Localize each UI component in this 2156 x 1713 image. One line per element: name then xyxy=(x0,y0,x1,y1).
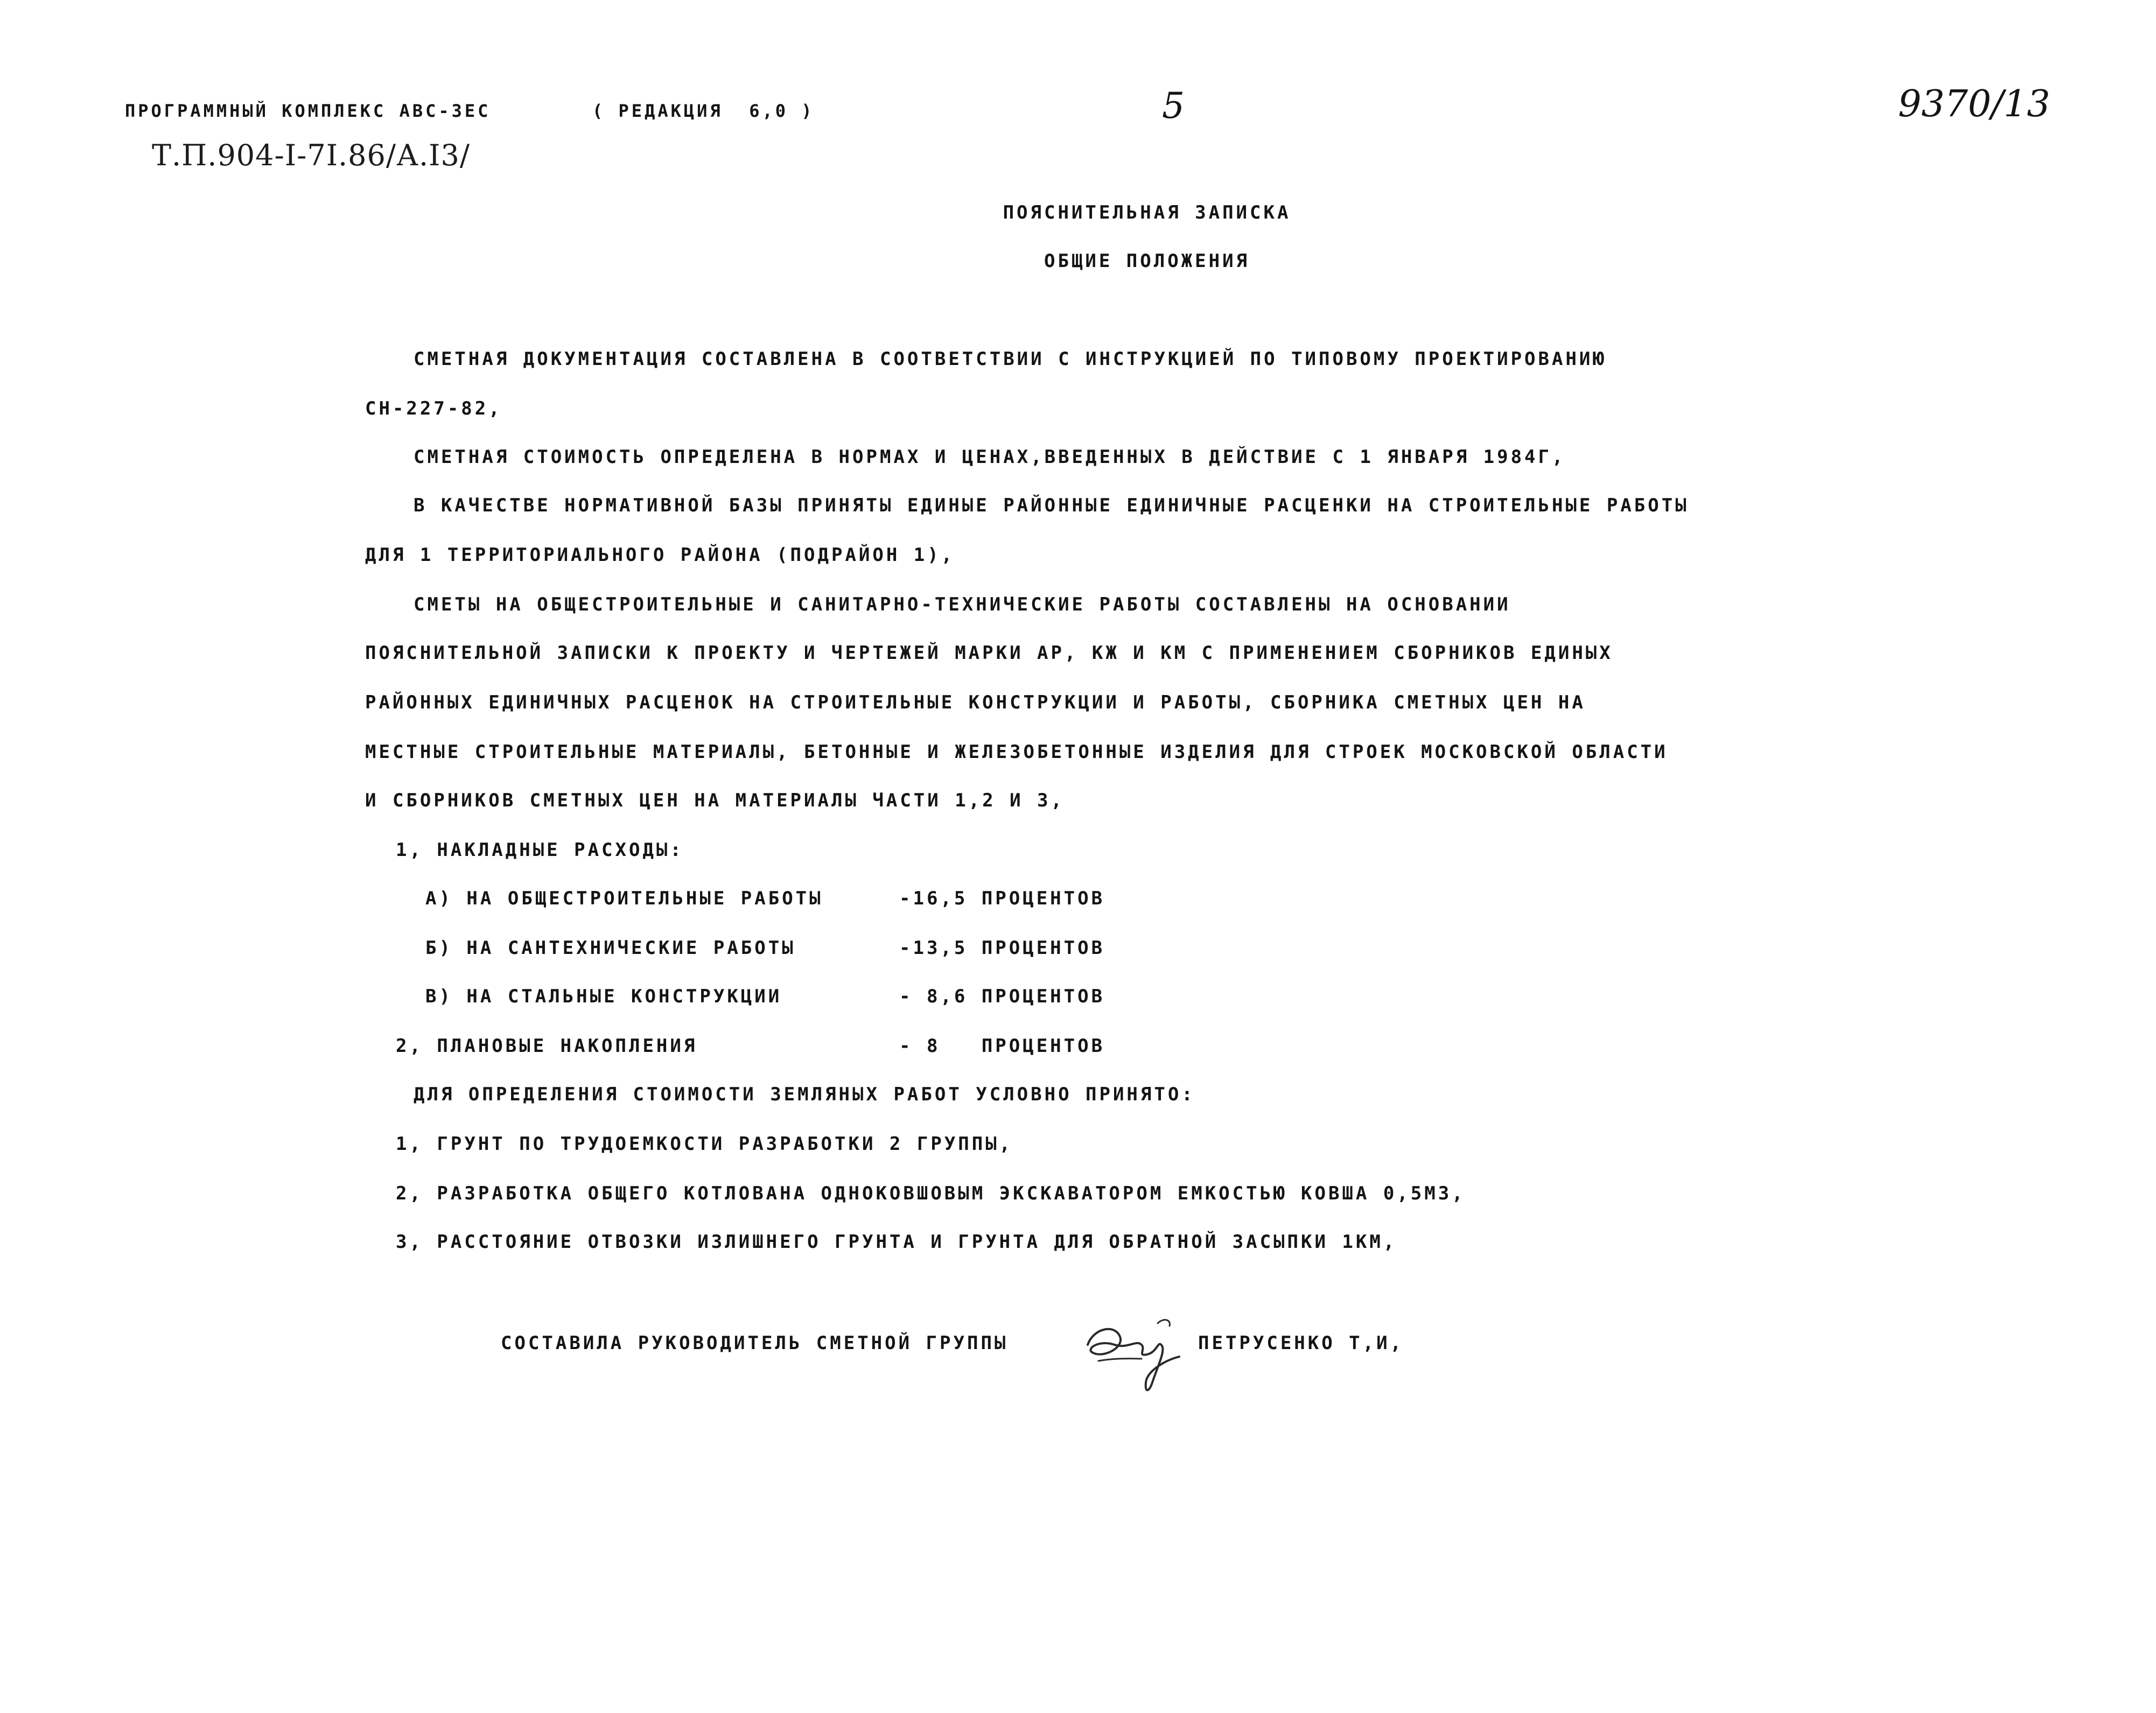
paragraph-4-line-4: МЕСТНЫЕ СТРОИТЕЛЬНЫЕ МАТЕРИАЛЫ, БЕТОННЫЕ И ЖЕЛЕЗОБЕТОННЫЕ ИЗДЕЛИЯ ДЛЯ СТРОЕК МОСКОВСКОЙ ОБЛАСТИ xyxy=(365,741,1668,763)
page-number: 5 xyxy=(1162,85,1185,127)
overhead-item-label: В) НА СТАЛЬНЫЕ КОНСТРУКЦИИ xyxy=(425,986,782,1007)
paragraph-4-line-3: РАЙОННЫХ ЕДИНИЧНЫХ РАСЦЕНОК НА СТРОИТЕЛЬНЫЕ КОНСТРУКЦИИ И РАБОТЫ, СБОРНИКА СМЕТНЫХ ЦЕН НА xyxy=(365,692,1586,713)
earthworks-item: 3, РАССТОЯНИЕ ОТВОЗКИ ИЗЛИШНЕГО ГРУНТА И ГРУНТА ДЛЯ ОБРАТНОЙ ЗАСЫПКИ 1КМ, xyxy=(396,1231,1397,1253)
paragraph-4-line-2: ПОЯСНИТЕЛЬНОЙ ЗАПИСКИ К ПРОЕКТУ И ЧЕРТЕЖЕЙ МАРКИ АР, КЖ И КМ С ПРИМЕНЕНИЕМ СБОРНИКОВ ЕДИНЫХ xyxy=(365,642,1613,664)
edition-label: ( РЕДАКЦИЯ 6,0 ) xyxy=(592,101,815,121)
overheads-heading: 1, НАКЛАДНЫЕ РАСХОДЫ: xyxy=(396,839,684,861)
paragraph-2: СМЕТНАЯ СТОИМОСТЬ ОПРЕДЕЛЕНА В НОРМАХ И ЦЕНАХ,ВВЕДЕННЫХ В ДЕЙСТВИЕ С 1 ЯНВАРЯ 1984Г, xyxy=(414,446,1566,468)
paragraph-3-line-2: ДЛЯ 1 ТЕРРИТОРИАЛЬНОГО РАЙОНА (ПОДРАЙОН 1), xyxy=(365,544,955,566)
page-title: ПОЯСНИТЕЛЬНАЯ ЗАПИСКА xyxy=(1003,202,1291,223)
paragraph-1-line-1: СМЕТНАЯ ДОКУМЕНТАЦИЯ СОСТАВЛЕНА В СООТВЕТСТВИИ С ИНСТРУКЦИЕЙ ПО ТИПОВОМУ ПРОЕКТИРОВАНИЮ xyxy=(414,348,1607,370)
program-title: ПРОГРАММНЫЙ КОМПЛЕКС АВС-ЗЕС xyxy=(125,101,491,121)
signoff-prefix: СОСТАВИЛА РУКОВОДИТЕЛЬ СМЕТНОЙ ГРУППЫ xyxy=(501,1332,1009,1354)
page-subtitle: ОБЩИЕ ПОЛОЖЕНИЯ xyxy=(1044,250,1250,272)
overhead-item-value: -13,5 ПРОЦЕНТОВ xyxy=(899,937,1105,959)
handwritten-signature xyxy=(1077,1307,1190,1399)
earthworks-item: 2, РАЗРАБОТКА ОБЩЕГО КОТЛОВАНА ОДНОКОВШОВЫМ ЭКСКАВАТОРОМ ЕМКОСТЬЮ КОВША 0,5М3, xyxy=(396,1183,1466,1204)
sheet-reference: 9370/13 xyxy=(1898,83,2050,125)
planned-savings-value: - 8 ПРОЦЕНТОВ xyxy=(899,1035,1105,1057)
paragraph-4-line-1: СМЕТЫ НА ОБЩЕСТРОИТЕЛЬНЫЕ И САНИТАРНО-ТЕХНИЧЕСКИЕ РАБОТЫ СОСТАВЛЕНЫ НА ОСНОВАНИИ xyxy=(414,594,1511,615)
overhead-item-label: А) НА ОБЩЕСТРОИТЕЛЬНЫЕ РАБОТЫ xyxy=(425,888,823,909)
overhead-item-value: -16,5 ПРОЦЕНТОВ xyxy=(899,888,1105,909)
planned-savings-label: 2, ПЛАНОВЫЕ НАКОПЛЕНИЯ xyxy=(396,1035,698,1057)
paragraph-1-line-2: СН-227-82, xyxy=(365,398,502,419)
earthworks-heading: ДЛЯ ОПРЕДЕЛЕНИЯ СТОИМОСТИ ЗЕМЛЯНЫХ РАБОТ УСЛОВНО ПРИНЯТО: xyxy=(414,1084,1195,1105)
paragraph-4-line-5: И СБОРНИКОВ СМЕТНЫХ ЦЕН НА МАТЕРИАЛЫ ЧАСТИ 1,2 И 3, xyxy=(365,790,1065,811)
overhead-item-value: - 8,6 ПРОЦЕНТОВ xyxy=(899,986,1105,1007)
project-code: Т.П.904-I-7I.86/А.I3/ xyxy=(152,138,471,172)
earthworks-item: 1, ГРУНТ ПО ТРУДОЕМКОСТИ РАЗРАБОТКИ 2 ГРУППЫ, xyxy=(396,1133,1013,1155)
overhead-item-label: Б) НА САНТЕХНИЧЕСКИЕ РАБОТЫ xyxy=(425,937,796,959)
paragraph-3-line-1: В КАЧЕСТВЕ НОРМАТИВНОЙ БАЗЫ ПРИНЯТЫ ЕДИНЫЕ РАЙОННЫЕ ЕДИНИЧНЫЕ РАСЦЕНКИ НА СТРОИТЕЛЬНЫЕ РАБОТЫ xyxy=(414,495,1689,516)
signoff-name: ПЕТРУСЕНКО Т,И, xyxy=(1198,1332,1404,1354)
